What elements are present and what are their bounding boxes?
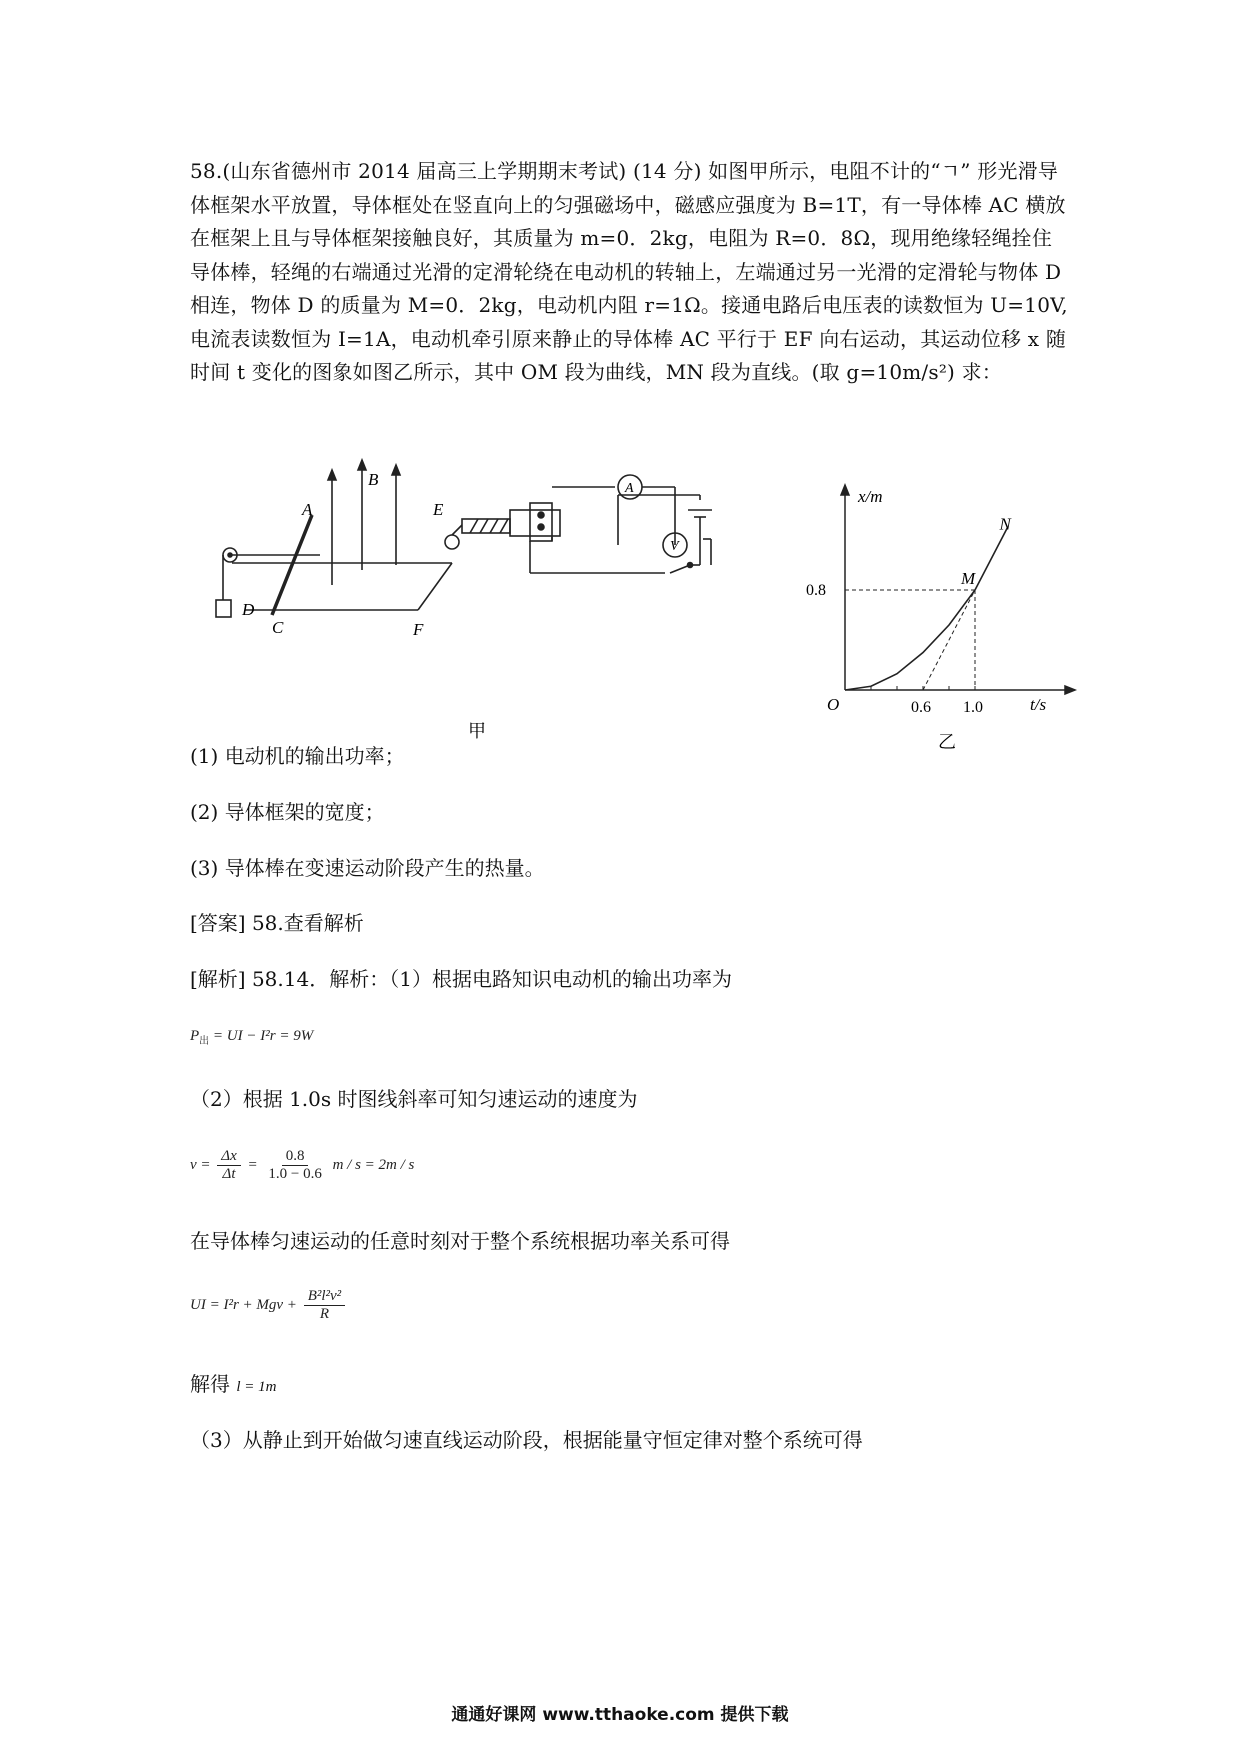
analysis-intro: [解析] 58.14．解析：（1）根据电路知识电动机的输出功率为 <box>190 967 732 991</box>
formula3-lhs: UI = I²r + Mgv + <box>190 1296 297 1313</box>
step3-text: （3）从静止到开始做匀速直线运动阶段，根据能量守恒定律对整个系统可得 <box>190 1428 863 1452</box>
origin-label: O <box>827 695 840 714</box>
x-tick-label: 0.6 <box>911 699 931 716</box>
figure-jia-diagram <box>200 455 760 745</box>
formula-power-balance <box>190 1288 348 1323</box>
label-F: F <box>413 620 424 639</box>
formula1-rhs: = UI − I²r = 9W <box>212 1028 314 1044</box>
label-A: A <box>302 500 313 519</box>
frac-den: R <box>319 1306 330 1322</box>
figure-yi-graph <box>800 480 1100 755</box>
curve-OM <box>845 590 975 690</box>
voltmeter-label: V <box>670 539 679 554</box>
formula2-lhs: v = <box>190 1156 211 1173</box>
ammeter-label: A <box>625 481 634 496</box>
fraction-power <box>304 1288 345 1323</box>
step2-text: （2）根据 1.0s 时图线斜率可知匀速运动的速度为 <box>190 1087 638 1111</box>
y-tick-label: 0.8 <box>806 582 826 599</box>
formula1-lhs: P <box>190 1028 200 1044</box>
formula1-sub: 出 <box>199 1036 210 1047</box>
x-tick-label: 1.0 <box>963 699 983 716</box>
label-D: D <box>242 600 255 619</box>
page-footer: 通通好课网 www.tthaoke.com 提供下载 <box>451 1705 789 1725</box>
solve-line <box>190 1368 276 1397</box>
y-axis-label: x/m <box>858 487 883 506</box>
fraction-dx-dt <box>217 1148 240 1183</box>
label-B: B <box>368 470 379 489</box>
tangent-extension <box>923 590 975 690</box>
frac-num: Δx <box>217 1148 240 1166</box>
question-item: (1) 电动机的输出功率； <box>190 744 405 768</box>
question-item: (2) 导体框架的宽度； <box>190 800 385 824</box>
formula2-eq: = <box>247 1156 258 1173</box>
question-text: 58.(山东省德州市 2014 届高三上学期期末考试) (14 分) 如图甲所示，电阻不计的“ㄱ” 形光滑导体框架水平放置，导体框处在竖直向上的匀强磁场中，磁感应强度为 B=1T，有一导体棒 AC 横放在框架上且与导体框架接触良好，其质量为 m=0．2kg，电阻为 R=0．8Ω，现用绝缘轻绳拴住导体棒，轻绳的右端通过光滑的定滑轮绕在电动机的转轴上，左端通过另一光滑的定滑轮与物体 D 相连，物体 D 的质量为 M=0．2kg，电动机内阻 r=1Ω。接通电路后电压表的读数恒为 U=10V, 电流表读数恒为 I=1A，电动机牵引原来静止的导体棒 AC 平行于 EF 向右运动，其运动位移 x 随时间 t 变化的图象如图乙所示，其中 OM 段为曲线，MN 段为直线。(取 g=10m/s²) 求： <box>190 159 1068 384</box>
frac-den: Δt <box>222 1166 236 1182</box>
frac-num: 0.8 <box>282 1148 309 1166</box>
frac-den: 1.0 − 0.6 <box>268 1166 322 1182</box>
label-C: C <box>272 618 284 637</box>
answer-line: [答案] 58.查看解析 <box>190 911 364 935</box>
x-axis-label: t/s <box>1030 695 1047 714</box>
fraction-values <box>264 1148 325 1183</box>
formula2-tail: m / s = 2m / s <box>332 1156 415 1173</box>
question-item: (3) 导体棒在变速运动阶段产生的热量。 <box>190 856 545 880</box>
caption-jia: 甲 <box>468 721 486 741</box>
frac-num: B²l²v² <box>304 1288 345 1306</box>
caption-yi: 乙 <box>938 732 956 752</box>
formula-velocity <box>190 1148 414 1183</box>
label-E: E <box>433 500 444 519</box>
point-N-label: N <box>999 514 1011 534</box>
solve-value: l = 1m <box>236 1379 277 1395</box>
point-M-label: M <box>961 569 976 588</box>
formula-output-power <box>190 1028 313 1047</box>
line-MN <box>975 528 1008 591</box>
solve-label: 解得 <box>190 1372 230 1396</box>
step2b-text: 在导体棒匀速运动的任意时刻对于整个系统根据功率关系可得 <box>190 1229 730 1253</box>
